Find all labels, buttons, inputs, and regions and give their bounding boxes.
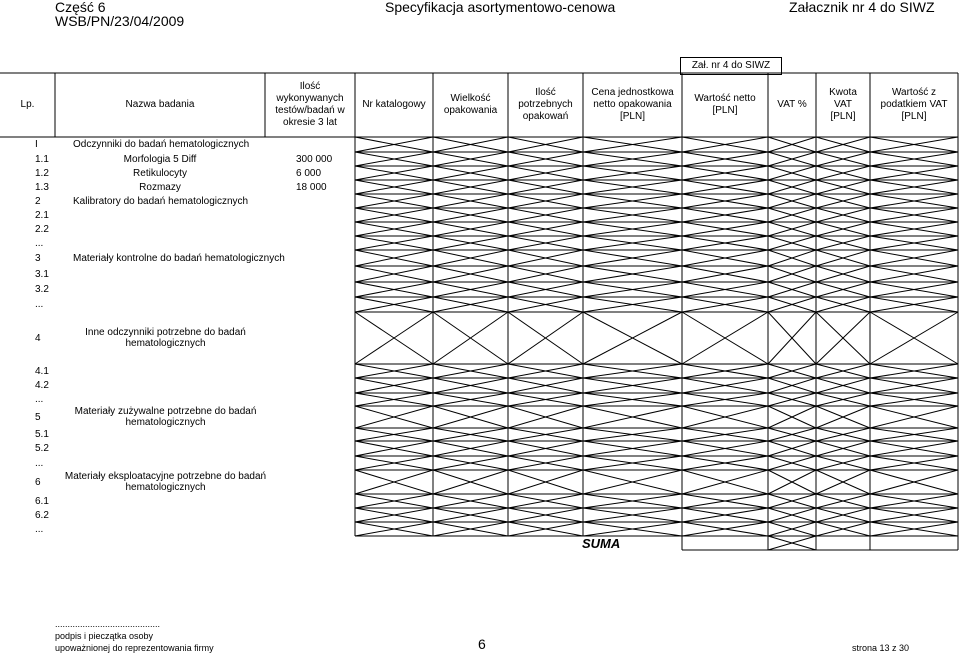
column-header-pack-size: Wielkość opakowania (443, 93, 498, 116)
column-header-lp: Lp. (20, 99, 35, 110)
row-lp: 3 (35, 252, 41, 264)
row-lp: 5.2 (35, 443, 49, 454)
row-lp: ... (35, 457, 44, 469)
row-quantity: 300 000 (296, 153, 333, 165)
row-name: Materiały kontrolne do badań hematologicznych (73, 252, 285, 264)
suma-label: SUMA (582, 536, 621, 551)
row-lp: 6 (35, 476, 41, 488)
signature-dots: .......................................... (55, 619, 161, 629)
row-lp: 6.1 (35, 495, 49, 507)
annex-box: Zał. nr 4 do SIWZ (680, 57, 782, 75)
row-name: Odczynniki do badań hematologicznych (73, 139, 250, 150)
row-quantity: 18 000 (296, 181, 327, 193)
row-lp: 6.2 (35, 509, 49, 521)
attachment-label: Załacznik nr 4 do SIWZ (789, 0, 935, 15)
column-header-vat-rate: VAT % (777, 99, 807, 110)
row-lp: 5 (35, 411, 41, 423)
row-lp: 4 (35, 332, 41, 344)
reference-number: WSB/PN/23/04/2009 (55, 13, 185, 29)
row-lp: ... (35, 299, 44, 310)
column-header-net-value: Wartość netto [PLN] (694, 93, 756, 116)
row-lp: 3.2 (35, 284, 49, 295)
row-lp: I (35, 139, 38, 150)
row-lp: 3.1 (35, 268, 49, 280)
row-name: Retikulocyty (133, 167, 187, 179)
column-header-vat-amount: Kwota VAT [PLN] (829, 87, 857, 122)
column-header-gross-value: Wartość z podatkiem VAT [PLN] (880, 87, 948, 122)
row-name: Morfologia 5 Diff (123, 153, 197, 165)
row-lp: 2.2 (35, 223, 49, 235)
signature-caption-1: podpis i pieczątka osoby (55, 631, 154, 641)
row-lp: 1.1 (35, 153, 49, 165)
row-name: Materiały eksploatacyjne potrzebne do badań hematologicznych (64, 471, 267, 493)
row-lp: ... (35, 394, 44, 405)
part-label: Część 6 (55, 0, 106, 15)
column-header-unit-price: Cena jednostkowa netto opakowania [PLN] (591, 87, 674, 122)
column-header-qty: Ilość wykonywanych testów/badań w okresie 3 lat (275, 81, 345, 128)
row-name: Kalibratory do badań hematologicznych (73, 195, 249, 207)
row-name: Materiały zużywalne potrzebne do badań hematologicznych (74, 406, 257, 428)
column-header-catalog: Nr katalogowy (362, 99, 426, 110)
row-name: Rozmazy (139, 181, 181, 193)
row-name: Inne odczynniki potrzebne do badań hematologicznych (85, 327, 246, 349)
column-header-packs-needed: Ilość potrzebnych opakowań (518, 87, 573, 122)
row-quantity: 6 000 (296, 167, 322, 179)
row-lp: ... (35, 523, 44, 535)
signature-caption-2: upoważnionej do reprezentowania firmy (55, 643, 214, 653)
row-lp: 4.2 (35, 380, 49, 391)
row-lp: 2.1 (35, 209, 49, 221)
row-lp: 5.1 (35, 429, 49, 440)
row-lp: ... (35, 237, 44, 249)
page-number: 6 (478, 636, 486, 652)
row-lp: 2 (35, 195, 41, 207)
page-of-label: strona 13 z 30 (852, 643, 910, 653)
row-lp: 1.2 (35, 167, 49, 179)
column-header-name: Nazwa badania (125, 99, 195, 110)
document-title: Specyfikacja asortymentowo-cenowa (385, 0, 616, 15)
row-lp: 4.1 (35, 365, 49, 377)
row-lp: 1.3 (35, 181, 49, 193)
